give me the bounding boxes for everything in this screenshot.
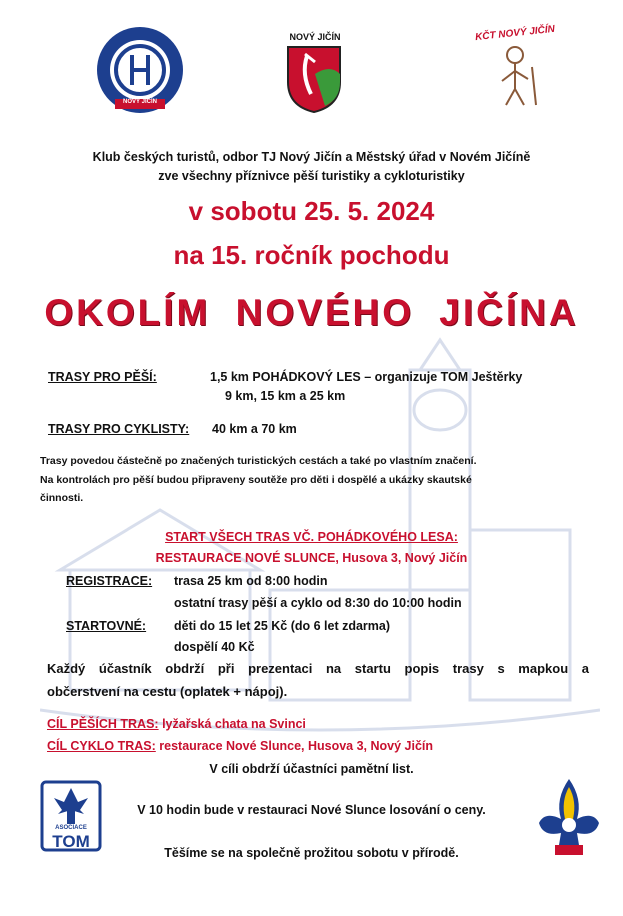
kct-logo-bottom-text: NOVÝ JIČÍN <box>122 99 157 105</box>
fee-line-2: dospělí 40 Kč <box>174 640 255 654</box>
certificate-line: V cíli obdrží účastníci pamětní list. <box>209 762 414 776</box>
notes-line-2: Na kontrolách pro pěší budou připraveny soutěže pro děti i dospělé a ukázky skautské <box>40 474 472 486</box>
walk-routes-line-2: 9 km, 15 km a 25 km <box>225 389 346 403</box>
participant-text-1: Každý účastník obdrží při prezentaci na startu popis trasy s mapkou a <box>47 661 589 676</box>
walk-routes-label: TRASY PRO PĚŠÍ: <box>48 370 157 384</box>
town-name-label: NOVÝ JIČÍN <box>289 32 341 42</box>
club-sketch-text: KČT NOVÝ JIČÍN <box>474 23 556 44</box>
registration-label: REGISTRACE: <box>66 574 153 588</box>
event-title: OKOLÍM NOVÉHO JIČÍNA <box>44 292 579 333</box>
fee-line-1: děti do 15 let 25 Kč (do 6 let zdarma) <box>174 619 391 633</box>
walk-routes-line-1: 1,5 km POHÁDKOVÝ LES – organizuje TOM Ještěrky <box>210 370 523 384</box>
notes-line-1: Trasy povedou částečně po značených turistických cestách a také po vlastním značení. <box>40 455 477 467</box>
finish-bike <box>47 739 433 753</box>
start-place: RESTAURACE NOVÉ SLUNCE, Husova 3, Nový Jičín <box>155 551 468 565</box>
registration-line-1: trasa 25 km od 8:00 hodin <box>174 574 328 588</box>
closing-line: Těšíme se na společně prožitou sobotu v přírodě. <box>164 846 459 860</box>
participant-line-2: občerstvení na cestu (oplatek + nápoj). <box>47 684 288 699</box>
club-sketch-logo <box>470 23 560 113</box>
lottery-line: V 10 hodin bude v restauraci Nové Slunce losování o ceny. <box>137 803 486 817</box>
bike-routes-label: TRASY PRO CYKLISTY: <box>48 422 190 436</box>
finish-walk <box>47 717 306 731</box>
town-coat-of-arms <box>285 44 343 114</box>
notes-line-3: činnosti. <box>40 492 84 504</box>
tom-logo-lower-text: TOM <box>52 832 90 851</box>
finish-bike-label: CÍL CYKLO TRAS: <box>47 739 156 753</box>
finish-walk-place: lyžařská chata na Svinci <box>162 717 306 731</box>
fee-label: STARTOVNÉ: <box>66 619 147 633</box>
hiker-figure-icon <box>470 39 560 109</box>
registration-line-2: ostatní trasy pěší a cyklo od 8:30 do 10:00 hodin <box>174 596 462 610</box>
participant-line-1 <box>47 661 589 676</box>
finish-walk-label: CÍL PĚŠÍCH TRAS: <box>47 717 159 731</box>
edition-line: na 15. ročník pochodu <box>173 240 450 270</box>
finish-bike-place: restaurace Nové Slunce, Husova 3, Nový Jičín <box>159 739 434 753</box>
bike-routes-line: 40 km a 70 km <box>212 422 297 436</box>
start-heading: START VŠECH TRAS VČ. POHÁDKOVÉHO LESA: <box>165 530 458 544</box>
intro-line-1: Klub českých turistů, odbor TJ Nový Jičín a Městský úřad v Novém Jičíně <box>92 150 531 164</box>
tom-logo-upper-text: ASOCIACE <box>55 825 87 831</box>
intro-line-2: zve všechny příznivce pěší turistiky a cykloturistiky <box>158 169 465 183</box>
date-line: v sobotu 25. 5. 2024 <box>188 196 435 226</box>
